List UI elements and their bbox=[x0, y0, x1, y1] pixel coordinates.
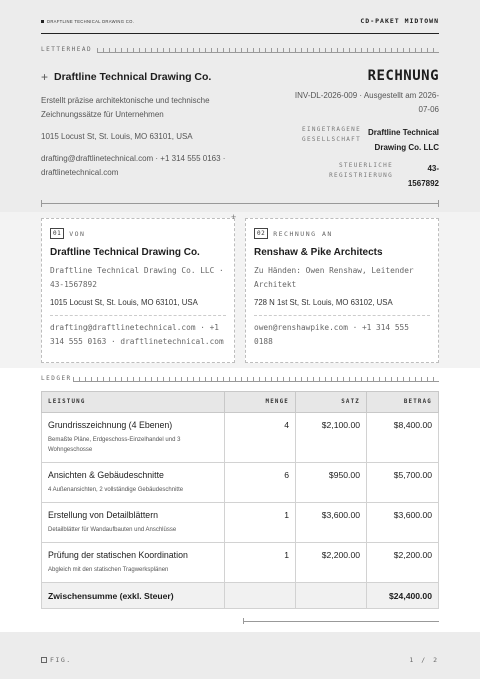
to-contact: owen@renshawpike.com · +1 314 555 0188 bbox=[254, 323, 409, 346]
table-row bbox=[42, 463, 439, 503]
service-cell bbox=[42, 543, 225, 583]
tax-label: STEUERLICHE REGISTRIERUNG bbox=[329, 162, 393, 179]
to-address: 728 N 1st St, St. Louis, MO 63102, USA bbox=[254, 298, 393, 307]
registration-row bbox=[289, 125, 439, 155]
brand-square-icon bbox=[41, 20, 44, 23]
col-qty: MENGE bbox=[225, 392, 296, 413]
amount-cell: $2,200.00 bbox=[367, 543, 439, 583]
to-label: RECHNUNG AN bbox=[273, 229, 333, 238]
empty-cell bbox=[296, 583, 367, 609]
registration-label: EINGETRAGENE GESELLSCHAFT bbox=[302, 126, 361, 143]
letterhead-bottom-rule bbox=[41, 203, 439, 204]
table-row bbox=[42, 413, 439, 463]
company-contact: drafting@draftlinetechnical.com · +1 314 555 0163 · draftlinetechnical.com bbox=[41, 154, 226, 177]
figure-marker bbox=[41, 656, 72, 664]
rate-cell: $2,100.00 bbox=[296, 413, 367, 463]
document-title: RECHNUNG bbox=[367, 68, 439, 84]
invoice-number-date: INV-DL-2026-009 · Ausgestellt am 2026-07-06 bbox=[294, 91, 439, 114]
to-separator bbox=[254, 315, 430, 316]
frame-corner-icon bbox=[41, 657, 47, 663]
qty-cell: 1 bbox=[225, 503, 296, 543]
col-service: LEISTUNG bbox=[42, 392, 225, 413]
service-cell bbox=[42, 503, 225, 543]
rate-cell: $2,200.00 bbox=[296, 543, 367, 583]
service-title: Ansichten & Gebäudeschnitte bbox=[48, 470, 164, 480]
tax-value: 43-1567892 bbox=[407, 164, 439, 188]
company-heading bbox=[41, 70, 261, 84]
subtotal-value: $24,400.00 bbox=[367, 583, 439, 609]
qty-cell: 1 bbox=[225, 543, 296, 583]
from-card bbox=[41, 218, 235, 363]
table-row bbox=[42, 503, 439, 543]
rate-cell: $950.00 bbox=[296, 463, 367, 503]
to-header bbox=[254, 228, 430, 239]
signature-line bbox=[243, 621, 439, 622]
package-label: CD-PAKET MIDTOWN bbox=[360, 17, 439, 25]
figure-label: FIG. bbox=[50, 656, 72, 664]
ledger-table bbox=[41, 391, 439, 609]
empty-cell bbox=[225, 583, 296, 609]
brand-mark bbox=[41, 19, 134, 24]
col-rate: SATZ bbox=[296, 392, 367, 413]
to-attention: Zu Händen: Owen Renshaw, Leitender Architekt bbox=[254, 266, 414, 289]
ruler-ticks bbox=[97, 48, 439, 53]
amount-cell: $3,600.00 bbox=[367, 503, 439, 543]
from-contact: drafting@draftlinetechnical.com · +1 314 555 0163 · draftlinetechnical.com bbox=[50, 323, 224, 346]
registration-value: Draftline Technical Drawing Co. LLC bbox=[368, 128, 439, 152]
from-number: 01 bbox=[50, 228, 64, 239]
crosshair-icon: + bbox=[231, 212, 237, 222]
amount-cell: $5,700.00 bbox=[367, 463, 439, 503]
subtotal-label: Zwischensumme (exkl. Steuer) bbox=[42, 583, 225, 609]
service-desc: 4 Außenansichten, 2 vollständige Gebäudeschnitte bbox=[48, 487, 184, 493]
to-number: 02 bbox=[254, 228, 268, 239]
rule-tick bbox=[41, 200, 42, 207]
service-desc: Detailblätter für Wandaufbauten und Anschlüsse bbox=[48, 527, 177, 533]
service-cell bbox=[42, 413, 225, 463]
letterhead-company bbox=[41, 70, 261, 179]
letterhead-ruler bbox=[41, 46, 439, 54]
company-name: Draftline Technical Drawing Co. bbox=[54, 71, 212, 83]
col-amount: BETRAG bbox=[367, 392, 439, 413]
from-label: VON bbox=[69, 229, 86, 238]
from-header bbox=[50, 228, 226, 239]
from-separator bbox=[50, 315, 226, 316]
to-name: Renshaw & Pike Architects bbox=[254, 247, 383, 258]
ledger-ruler bbox=[41, 375, 439, 383]
company-tagline: Erstellt präzise architektonische und technische Zeichnungssätze für Unternehmen bbox=[41, 96, 210, 119]
page-number: 1 / 2 bbox=[409, 656, 439, 664]
table-row bbox=[42, 543, 439, 583]
subtotal-row bbox=[42, 583, 439, 609]
rule-tick bbox=[243, 618, 244, 624]
service-desc: Bemaßte Pläne, Erdgeschoss-Einzelhandel und 3 Wohngeschosse bbox=[48, 437, 181, 453]
from-name: Draftline Technical Drawing Co. bbox=[50, 247, 200, 258]
qty-cell: 4 bbox=[225, 413, 296, 463]
service-title: Erstellung von Detailblättern bbox=[48, 510, 159, 520]
from-address: 1015 Locust St, St. Louis, MO 63101, USA bbox=[50, 298, 198, 307]
invoice-meta bbox=[289, 68, 439, 191]
tax-row bbox=[289, 161, 439, 191]
service-title: Grundrisszeichnung (4 Ebenen) bbox=[48, 420, 173, 430]
rate-cell: $3,600.00 bbox=[296, 503, 367, 543]
ledger-label: LEDGER bbox=[41, 375, 72, 382]
ruler-ticks bbox=[73, 377, 439, 382]
to-card bbox=[245, 218, 439, 363]
from-legal: Draftline Technical Drawing Co. LLC · 43-1567892 bbox=[50, 266, 224, 289]
company-address: 1015 Locust St, St. Louis, MO 63101, USA bbox=[41, 132, 193, 141]
qty-cell: 6 bbox=[225, 463, 296, 503]
service-desc: Abgleich mit den statischen Tragwerksplänen bbox=[48, 567, 169, 573]
top-bar bbox=[41, 14, 439, 34]
service-title: Prüfung der statischen Koordination bbox=[48, 550, 188, 560]
service-cell bbox=[42, 463, 225, 503]
letterhead-label: LETTERHEAD bbox=[41, 46, 93, 53]
rule-tick bbox=[438, 200, 439, 207]
brand-text: DRAFTLINE TECHNICAL DRAWING CO. bbox=[47, 19, 135, 24]
crosshair-icon: + bbox=[41, 70, 49, 84]
amount-cell: $8,400.00 bbox=[367, 413, 439, 463]
ledger-header-row bbox=[42, 392, 439, 413]
